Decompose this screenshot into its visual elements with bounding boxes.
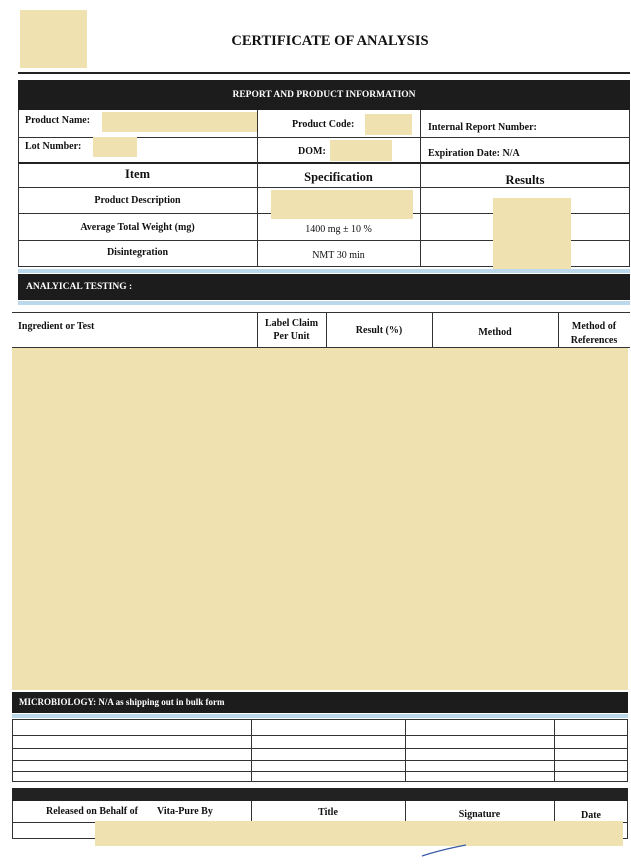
results-redaction — [493, 198, 571, 270]
dom-redaction — [330, 140, 392, 161]
top-rule — [18, 72, 630, 74]
ingredient-header: Ingredient or Test — [18, 321, 95, 332]
company-label: Vita-Pure By — [157, 806, 213, 817]
blue-stripe — [18, 269, 630, 273]
method-header: Method — [478, 327, 512, 338]
micro-col-1 — [251, 719, 252, 782]
spec-row-spec: 1400 mg ± 10 % — [305, 224, 372, 235]
result-header: Result (%) — [355, 325, 403, 336]
analytical-bar: ANALYICAL TESTING : — [18, 274, 630, 300]
method-ref-header-1: Method of — [571, 321, 617, 332]
label-claim-header-1: Label Claim — [264, 318, 319, 329]
product-name-label: Product Name: — [25, 115, 91, 126]
document-title: CERTIFICATE OF ANALYSIS — [231, 33, 429, 49]
micro-col-2 — [405, 719, 406, 782]
product-code-label: Product Code: — [292, 119, 355, 130]
micro-col-3 — [554, 719, 555, 782]
signature-label: Signature — [458, 809, 501, 820]
label-claim-header-2: Per Unit — [273, 331, 310, 342]
info-col-2 — [420, 110, 421, 164]
released-on-behalf-label: Released on Behalf of — [46, 806, 138, 817]
analytical-results-redaction — [12, 348, 628, 690]
spec-row-item: Product Description — [94, 195, 181, 206]
signature-stroke — [420, 842, 470, 858]
spec-row-item: Disintegration — [106, 247, 169, 258]
blue-stripe — [12, 714, 628, 718]
product-code-redaction — [365, 114, 412, 135]
date-label: Date — [581, 810, 601, 821]
blue-stripe — [18, 301, 630, 305]
lot-number-redaction — [93, 137, 137, 157]
micro-row-1 — [12, 735, 628, 736]
spec-header-results: Results — [505, 173, 545, 187]
micro-row-3 — [12, 760, 628, 761]
product-name-redaction — [102, 112, 257, 132]
title-label: Title — [318, 807, 338, 818]
info-col-1 — [257, 110, 258, 164]
micro-row-4 — [12, 771, 628, 772]
logo-redaction — [20, 10, 87, 68]
spec-row-item: Average Total Weight (mg) — [80, 222, 195, 233]
lot-number-label: Lot Number: — [25, 141, 82, 152]
report-bar: REPORT AND PRODUCT INFORMATION — [18, 80, 630, 110]
spec-header-item: Item — [125, 167, 150, 181]
microbiology-grid — [12, 719, 628, 782]
spec-header-specification: Specification — [304, 170, 373, 184]
micro-row-2 — [12, 748, 628, 749]
spec-row-spec: NMT 30 min — [312, 250, 365, 261]
expiration-label: Expiration Date: N/A — [428, 148, 520, 159]
release-redaction — [95, 821, 623, 846]
microbiology-bar: MICROBIOLOGY: N/A as shipping out in bulk form — [12, 692, 628, 713]
spec-description-redaction — [271, 190, 413, 219]
internal-report-label: Internal Report Number: — [428, 122, 537, 133]
method-ref-header-2: References — [570, 335, 618, 346]
dom-label: DOM: — [298, 146, 326, 157]
release-bar — [12, 788, 628, 801]
